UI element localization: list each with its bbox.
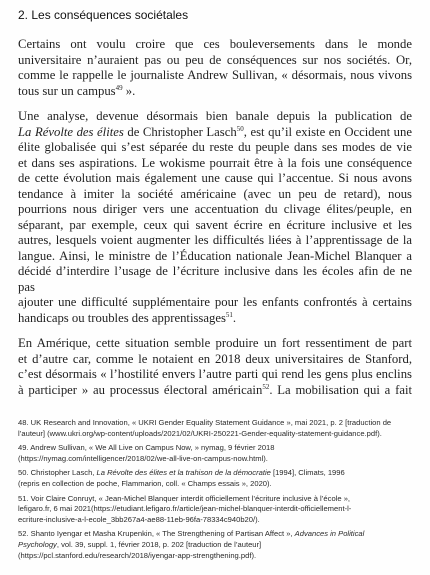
text-segment: [1994], Climats, 1996 [270,468,345,478]
text-segment: tous sur un campus [18,83,116,98]
footnote-line: (https://nymag.com/intelligencer/2018/02/we-all-live-on-campus-now.html). [18,453,268,463]
footnote-ref: 52 [262,382,270,391]
footnote-line: (https://pcl.stanford.edu/research/2018/iyengar-app-strengthening.pdf). [18,550,257,560]
text-line: Certains ont voulu croire que ces bouleversements dans le monde [18,37,412,51]
text-line: c’est désormais « l’hostilité envers l’autre parti qui rend les gens plus enclins [18,367,412,381]
text-line [18,125,412,141]
footnote-line: 49. Andrew Sullivan, « We All Live on Campus Now, » nymag, 9 février 2018 [18,443,275,453]
text-line: et d’autre car, comme le notaient en 2018 deux universitaires de Stanford, [18,351,412,366]
footnote-52 [18,529,412,561]
text-line: comme le rappelle le journaliste Andrew Sullivan, « désormais, nous vivons [18,68,412,82]
footnote-line: lefigaro.fr, 6 mai 2021(https://etudiant.lefigaro.fr/article/jean-michel-blanquer-interdit-officiellement-l- [18,504,352,514]
footnote-line: 51. Voir Claire Conruyt, « Jean-Michel Blanquer interdit officiellement l’écriture inclusive à l’école », [18,493,351,503]
footnote-line: 48. UK Research and Innovation, « UKRI Gender Equality Statement Guidance », mai 2021, p. 2 [traduction de [18,418,392,427]
text-line: décidé d’interdire l’usage de l’écriture inclusive dans les écoles afin de ne pas [18,264,412,294]
footnote-line [18,529,412,540]
text-line: universitaire n’auraient pas ou peu de conséquences sur nos sociétés. Or, [18,52,412,67]
text-line: de cette évolution mais également une cause qui l’accentue. Si nous avons [18,171,412,185]
journal-title: Psychology [18,539,57,549]
footnote-51 [18,494,412,526]
footnote-ref: 49 [115,83,123,92]
text-line: Une analyse, devenue désormais bien banale depuis la publication de [18,109,412,123]
footnote-ref: 50 [236,124,244,133]
footnotes [18,418,412,565]
book-title: La Révolte des élites [18,124,124,139]
text-segment: de Christopher Lasch [123,124,237,139]
text-segment: 50. Christopher Lasch, [18,468,97,478]
text-line: langue. Ainsi, le ministre de l’Éducation nationale Jean-Michel Blanquer a [18,248,412,263]
text-segment: , est qu’il existe en Occident une [243,124,412,139]
text-segment: handicaps ou troubles des apprentissages [18,310,226,325]
journal-title: Advances in Political [294,529,365,539]
text-segment: 52. Shanto Iyengar et Masha Krupenkin, « The Strengthening of Partisan Affect », [18,529,295,539]
text-line: En Amérique, cette situation semble produire un fort ressentiment de part [18,336,412,350]
text-line: ajouter une difficulté supplémentaire pour les enfants confrontés à certains [18,295,412,309]
paragraph-2 [18,109,412,326]
text-segment: ». [122,83,136,98]
text-segment: à participer » au processus électoral américain [18,382,263,397]
footnote-line: (repris en collection de poche, Flammarion, coll. « Champs essais », 2020). [18,478,272,488]
section-title: 2. Les conséquences sociétales [18,8,189,22]
body-text [18,37,412,398]
text-line: élite globalisée qui s’est séparée du reste du peuple dans ses modes de vie [18,140,412,154]
paragraph-1 [18,37,412,99]
footnote-ref: 51 [225,310,233,319]
book-title: La Révolte des élites et la trahison de la démocratie [96,468,271,478]
text-line: et dans ses aspirations. Le wokisme pourrait être à la fois une conséquence [18,155,412,170]
text-segment: , vol. 39, suppl. 1, février 2018, p. 202 [traduction de l’auteur] [56,539,262,549]
text-line [18,311,412,327]
text-segment: . [232,310,237,325]
footnote-line: l’auteur] (www.ukri.org/wp-content/uploads/2021/02/UKRI-250221-Gender-equality-statement-guidance.pdf). [18,428,382,438]
text-line: tendance à imiter la société américaine (avec un peu de retard), nous [18,186,412,201]
text-line [18,84,412,100]
paragraph-3 [18,336,412,398]
footnote-48 [18,418,412,439]
footnote-49 [18,443,412,464]
footnote-line [18,468,412,479]
footnote-50 [18,468,412,489]
text-line: pourrions nous diriger vers une accentuation du clivage élites/peuple, en [18,202,412,216]
text-line [18,383,412,399]
footnote-line [18,540,412,551]
text-line: autres, lesquels voient augmenter les difficultés liées à l’apprentissage de la [18,233,412,247]
footnote-line: ecriture-inclusive-a-l-ecole_3bb267a4-ae88-11eb-96fa-78334c940b20/). [18,514,260,524]
text-segment: . La mobilisation qui a fait [269,382,412,397]
text-line: séparant, par exemple, ceux qui savent écrire en écriture inclusive et les [18,217,412,232]
